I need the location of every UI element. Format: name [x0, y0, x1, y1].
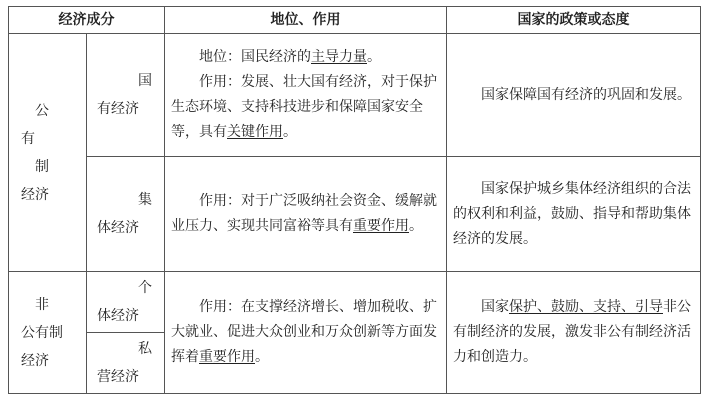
category-text: 公有制 — [21, 324, 63, 341]
state-economy-policy — [447, 34, 701, 157]
subtype-text: 集 — [138, 192, 152, 208]
category-text: 制 — [35, 158, 49, 175]
category-public-economy — [9, 34, 87, 272]
category-text: 公 — [35, 102, 49, 119]
subtype-state-economy — [87, 34, 165, 157]
role-text: 。 — [283, 124, 297, 140]
header-status-role: 地位、作用 — [165, 7, 447, 34]
role-text: 。 — [409, 218, 423, 234]
category-text: 非 — [35, 296, 49, 313]
subtype-text: 体经济 — [97, 220, 139, 236]
role-effect-text — [171, 70, 440, 145]
table-row — [9, 272, 701, 333]
role-text: 。 — [367, 49, 381, 65]
category-nonpublic-economy — [9, 272, 87, 394]
subtype-text: 体经济 — [97, 308, 139, 324]
policy-text: 国家 — [481, 299, 509, 315]
subtype-individual-economy — [87, 272, 165, 333]
category-text: 经济 — [21, 186, 49, 203]
role-text: 作用：对于广泛吸纳社会资金、缓解就业压力、实现共同富裕等具有 — [171, 193, 437, 234]
table-row — [9, 157, 701, 272]
role-status-text — [171, 45, 440, 70]
underlined-key-term: 保护、鼓励、支持、引导 — [509, 299, 663, 315]
subtype-private-economy — [87, 333, 165, 394]
subtype-text: 营经济 — [97, 369, 139, 385]
underlined-key-term: 重要作用 — [353, 218, 409, 234]
category-text: 经济 — [21, 352, 49, 369]
role-text: 作用：发展、壮大国有经济，对于保护生态环境、支持科技进步和保障国家安全等，具有 — [171, 74, 437, 140]
subtype-text: 国 — [138, 73, 152, 89]
nonpublic-economy-role — [165, 272, 447, 394]
category-text: 有 — [21, 130, 35, 147]
role-text: 作用：在支撑经济增长、增加税收、扩大就业、促进大众创业和万众创新等方面发挥着 — [171, 299, 437, 365]
policy-text: 国家保障国有经济的巩固和发展。 — [481, 86, 691, 103]
subtype-text: 个 — [138, 280, 152, 296]
role-text: 。 — [255, 349, 269, 365]
header-state-policy: 国家的政策或态度 — [447, 7, 701, 34]
policy-text: 国家保护城乡集体经济组织的合法的权利和利益，鼓励、指导和帮助集体经济的发展。 — [453, 180, 691, 247]
collective-economy-role — [165, 157, 447, 272]
collective-economy-policy — [447, 157, 701, 272]
policy-text-block — [453, 295, 694, 370]
role-text-block — [171, 189, 440, 239]
economy-table — [8, 6, 701, 394]
subtype-text: 有经济 — [97, 101, 139, 117]
underlined-key-term: 关键作用 — [227, 124, 283, 140]
state-economy-role — [165, 34, 447, 157]
subtype-collective-economy — [87, 157, 165, 272]
underlined-key-term: 主导力量 — [311, 49, 367, 65]
table-header-row — [9, 7, 701, 34]
header-economic-component: 经济成分 — [9, 7, 165, 34]
role-text-block — [171, 295, 440, 370]
nonpublic-economy-policy — [447, 272, 701, 394]
table-row — [9, 34, 701, 157]
policy-text: 非公有制经济的发展，激发非公有制经济活力和创造力。 — [453, 299, 691, 365]
subtype-text: 私 — [138, 341, 152, 357]
underlined-key-term: 重要作用 — [199, 349, 255, 365]
role-text: 地位：国民经济的 — [199, 49, 311, 65]
